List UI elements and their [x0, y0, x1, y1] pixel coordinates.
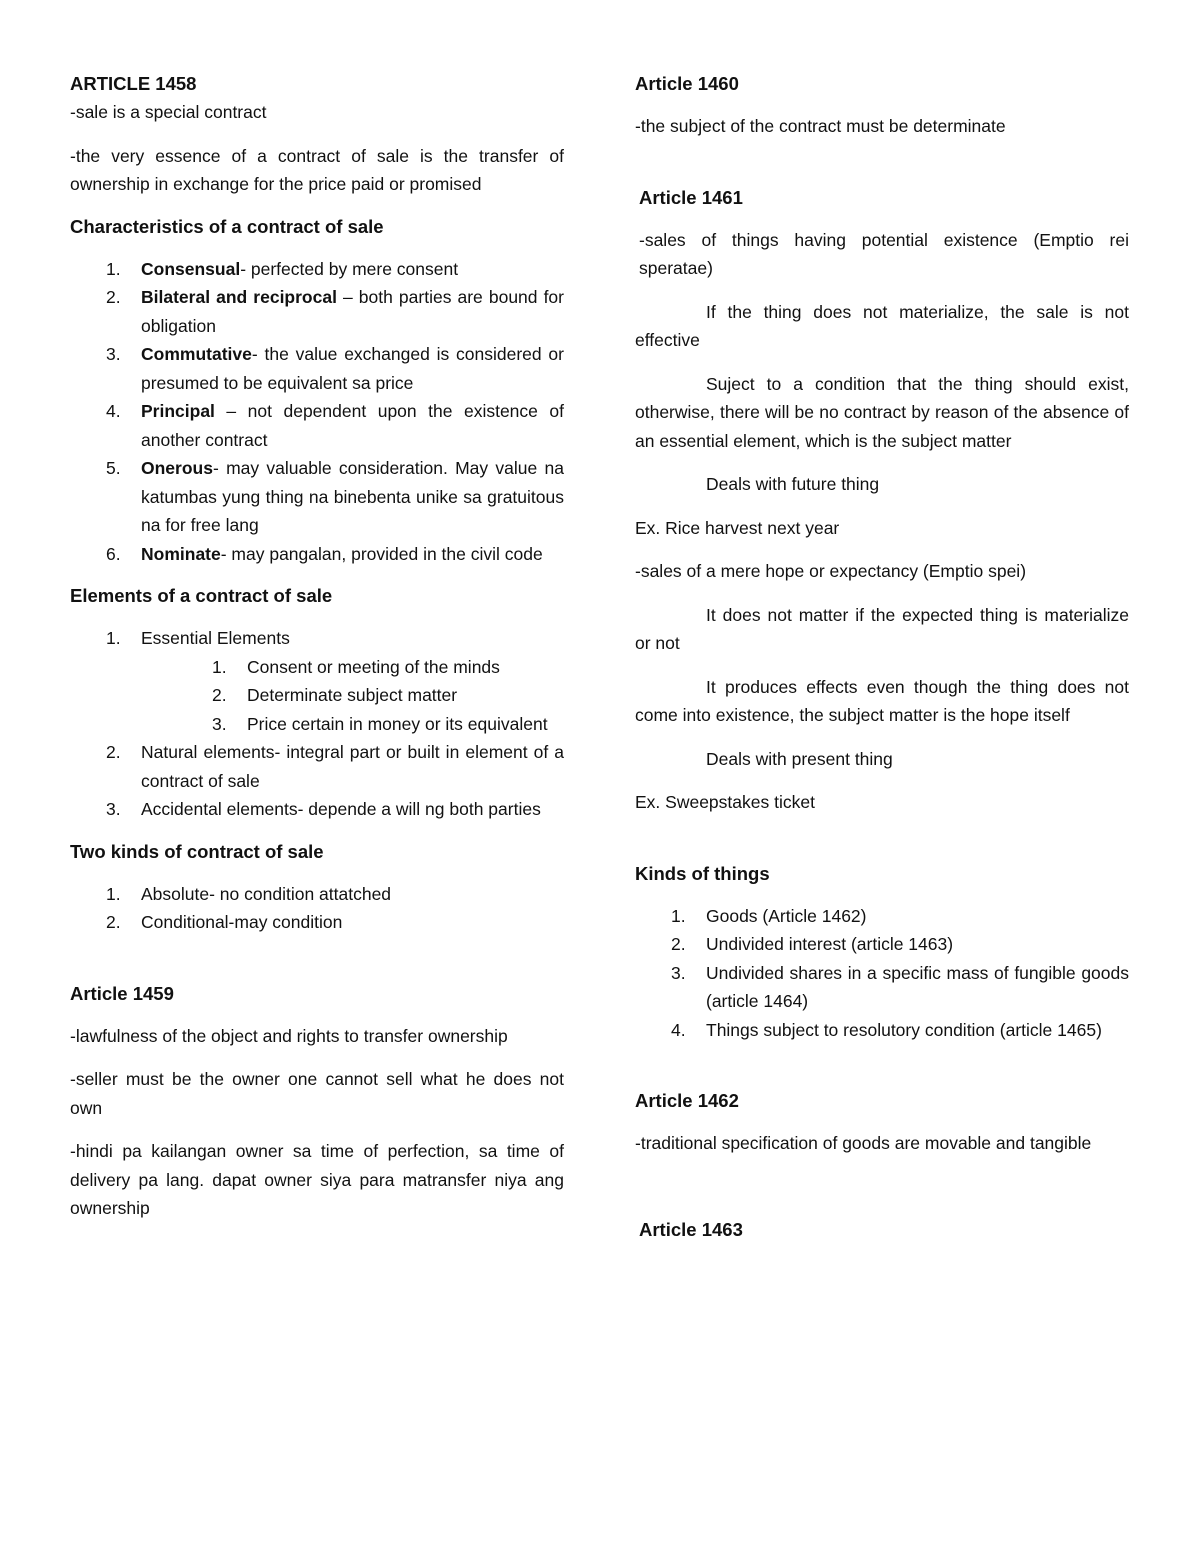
article-1459-paragraph: -hindi pa kailangan owner sa time of perfection, sa time of delivery pa lang. dapat owner siya para matransfer niya ang ownership [70, 1141, 564, 1218]
list-item: 4. Things subject to resolutory condition (article 1465) [671, 1019, 1102, 1040]
list-item: 1. Absolute- no condition attatched [106, 883, 392, 904]
article-1461-paragraph: -sales of things having potential existence (Emptio rei speratae) [639, 229, 1129, 278]
kinds-of-things-list [635, 902, 1129, 1045]
article-1459-paragraph: -lawfulness of the object and rights to transfer ownership [70, 1025, 508, 1046]
list-item: 2. Natural elements- integral part or built in element of a contract of sale [106, 742, 564, 791]
article-1458-heading: ARTICLE 1458 [70, 73, 197, 94]
article-1459-paragraph: -seller must be the owner one cannot sell what he does not own [70, 1069, 564, 1118]
article-1458-paragraph: -sale is a special contract [70, 102, 267, 122]
article-1460-heading: Article 1460 [635, 73, 739, 94]
characteristics-heading: Characteristics of a contract of sale [70, 215, 384, 237]
list-item: 1. Essential Elements [106, 628, 290, 648]
article-1461-paragraph: It produces effects even though the thing does not come into existence, the subject matter is the hope itself [635, 676, 1129, 725]
article-1461-paragraph: Ex. Rice harvest next year [635, 517, 840, 538]
list-item: 2. Determinate subject matter [212, 685, 458, 705]
list-item: 2. Conditional-may condition [106, 912, 343, 932]
list-item: 6. Nominate- may pangalan, provided in the civil code [106, 543, 543, 564]
article-1461-paragraph: If the thing does not materialize, the sale is not effective [635, 301, 1129, 350]
article-1461-paragraph: It does not matter if the expected thing is materialize or not [635, 604, 1129, 653]
article-1463-heading: Article 1463 [639, 1218, 743, 1240]
article-1461-paragraph: Deals with future thing [706, 474, 880, 494]
list-item: 3. Undivided shares in a specific mass of fungible goods (article 1464) [671, 962, 1129, 1011]
right-column [635, 70, 1129, 1244]
left-column [70, 70, 564, 1223]
article-1459-heading: Article 1459 [70, 982, 174, 1004]
list-item: 2. Bilateral and reciprocal – both parties are bound for obligation [106, 287, 564, 336]
article-1461-paragraph: Deals with present thing [706, 748, 893, 769]
list-item: 1. Consent or meeting of the minds [212, 656, 500, 677]
list-item: 4. Principal – not dependent upon the existence of another contract [106, 401, 564, 450]
article-1458-paragraph: -the very essence of a contract of sale is the transfer of ownership in exchange for the price paid or promised [70, 145, 564, 194]
article-1462-heading: Article 1462 [635, 1090, 739, 1111]
kinds-of-things-heading: Kinds of things [635, 862, 770, 884]
list-item: 3. Commutative- the value exchanged is considered or presumed to be equivalent sa price [106, 344, 564, 393]
article-1461-paragraph: -sales of a mere hope or expectancy (Emptio spei) [635, 561, 1027, 581]
article-1461-paragraph: Suject to a condition that the thing should exist, otherwise, there will be no contract by reason of the absence of an essential element, which is the subject matter [635, 373, 1129, 451]
characteristics-list [70, 255, 564, 569]
list-item: 3. Price certain in money or its equivalent [212, 713, 548, 734]
kinds-of-contract-list [70, 880, 564, 937]
article-1462-paragraph: -traditional specification of goods are movable and tangible [635, 1133, 1092, 1153]
list-item: 3. Accidental elements- depende a will ng both parties [106, 799, 541, 819]
article-1460-paragraph: -the subject of the contract must be determinate [635, 116, 1006, 136]
list-item: 1. Goods (Article 1462) [671, 905, 867, 926]
list-item: 2. Undivided interest (article 1463) [671, 934, 954, 954]
elements-list-continued [70, 738, 564, 824]
kinds-of-contract-heading: Two kinds of contract of sale [70, 840, 324, 862]
list-item: 5. Onerous- may valuable consideration. May value na katumbas yung thing na binebenta unike sa gratuitous na for free lang [106, 458, 564, 535]
elements-heading: Elements of a contract of sale [70, 585, 333, 606]
article-1461-heading: Article 1461 [639, 186, 743, 208]
elements-list [70, 624, 564, 653]
list-item: 1. Consensual- perfected by mere consent [106, 258, 459, 279]
article-1461-paragraph: Ex. Sweepstakes ticket [635, 792, 815, 812]
essential-elements-sublist [70, 653, 564, 739]
